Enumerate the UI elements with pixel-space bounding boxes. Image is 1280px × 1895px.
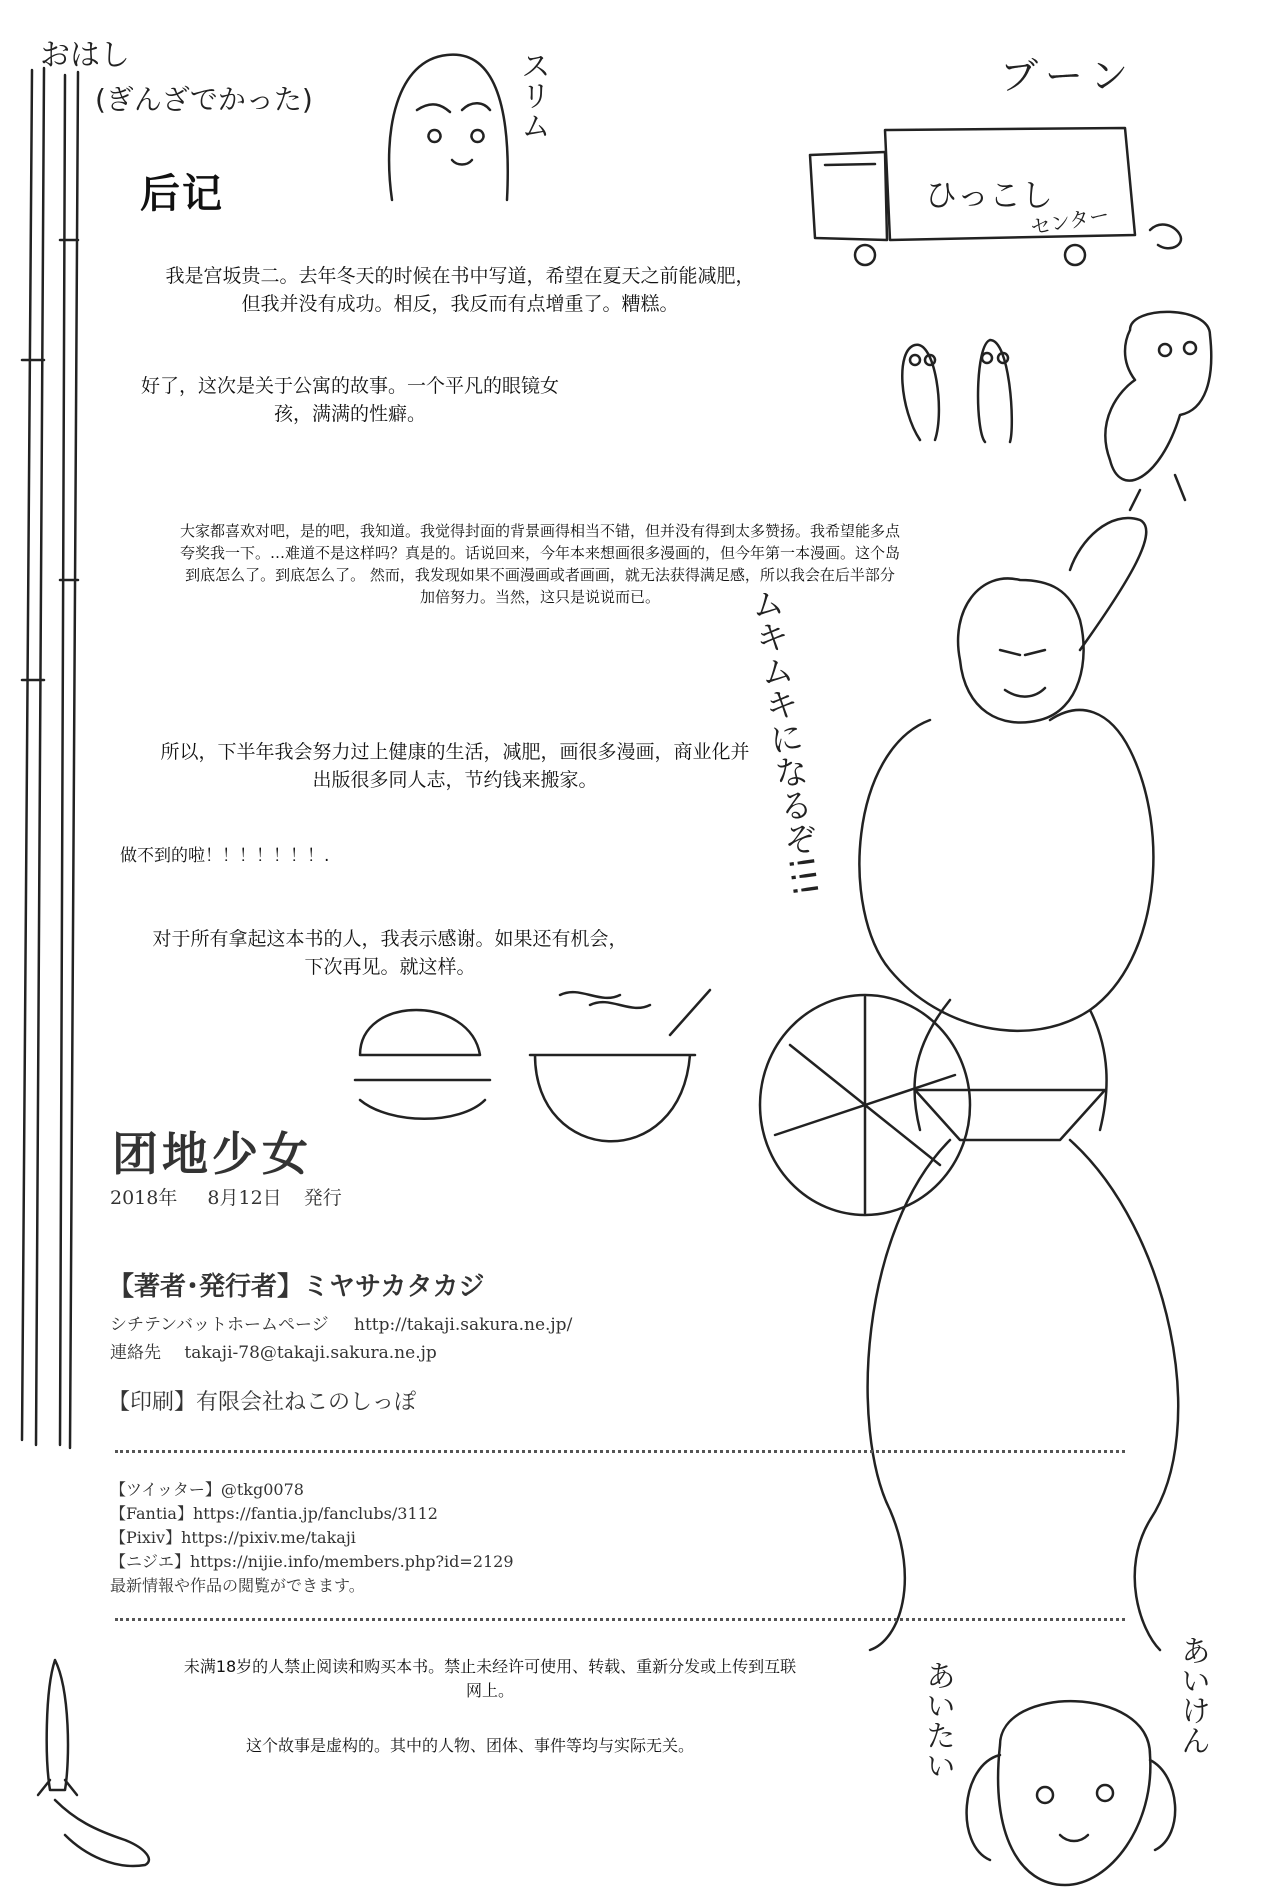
aiken-label: あいけん — [1175, 1635, 1210, 1755]
author-line — [108, 1266, 485, 1303]
contact-email[interactable]: takaji-78@takaji.sakura.ne.jp — [184, 1343, 437, 1363]
afterword-paragraph-4: 所以，下半年我会努力过上健康的生活，减肥，画很多漫画，商业化并 出版很多同人志，节约钱来搬家。 — [160, 741, 750, 791]
homepage-url[interactable]: http://takaji.sakura.ne.jp/ — [354, 1315, 573, 1335]
afterword-paragraph-2: 好了，这次是关于公寓的故事。一个平凡的眼镜女 孩，满满的性癖。 — [140, 375, 559, 425]
aitai-label: あいたい — [920, 1660, 955, 1780]
date-issue: 発行 — [303, 1187, 342, 1209]
author-label: 【著者･発行者】 — [108, 1272, 304, 1302]
book-title: 团地少女 — [112, 1127, 312, 1181]
truck-label: ひっこし — [925, 176, 1054, 214]
dog-illustration — [960, 1685, 1190, 1895]
divider-top — [115, 1450, 1125, 1453]
date-day: 8月12日 — [207, 1187, 282, 1209]
sns-links — [110, 1478, 514, 1598]
afterword-paragraph-1: 我是宫坂贵二。去年冬天的时候在书中写道，希望在夏天之前能减肥， 但我并没有成功。相反，我反而有点增重了。糟糕。 — [165, 265, 755, 315]
print-line — [108, 1385, 416, 1416]
contact-line — [110, 1338, 437, 1363]
afterword-title: 后记 — [140, 171, 224, 217]
ohashi-label: おはし — [40, 38, 130, 73]
girl-face-illustration — [372, 40, 532, 220]
pixiv-link[interactable]: 【Pixiv】https://pixiv.me/takaji — [110, 1528, 356, 1547]
afterword-paragraph-5: 做不到的啦！！！！！！！. — [120, 846, 330, 866]
fiction-notice: 这个故事是虚构的。其中的人物、团体、事件等均与实际无关。 — [245, 1736, 694, 1755]
homepage-label: シチテンバットホームページ — [110, 1315, 329, 1335]
fantia-link[interactable]: 【Fantia】https://fantia.jp/fanclubs/3112 — [110, 1504, 438, 1523]
age-notice: 未满18岁的人禁止阅读和购买本书。禁止未经许可使用、转载、重新分发或上传到互联 网上。 — [183, 1657, 797, 1700]
ohashi-sublabel: (ぎんざでかった) — [95, 83, 313, 116]
author-name: ミヤサカタカジ — [303, 1272, 485, 1302]
twitter-link[interactable]: 【ツイッター】@tkg0078 — [110, 1480, 304, 1499]
contact-label: 連絡先 — [110, 1343, 161, 1363]
links-note: 最新情報や作品の閲覧ができます。 — [110, 1576, 365, 1595]
print-company: 有限会社ねこのしっぽ — [196, 1390, 417, 1415]
date-year: 2018年 — [110, 1187, 178, 1209]
homepage-line — [110, 1310, 572, 1335]
publication-date — [110, 1183, 342, 1210]
afterword-paragraph-6: 对于所有拿起这本书的人，我表示感谢。如果还有机会， 下次再见。就这样。 — [152, 928, 628, 978]
creature-illustration — [1090, 300, 1250, 520]
muscle-caption: ムキムキになるぞ!!! — [741, 583, 826, 900]
food-illustration — [350, 985, 980, 1245]
divider-bottom — [115, 1618, 1125, 1621]
boon-label: ブーン — [1000, 54, 1137, 98]
afterword-paragraph-3: 大家都喜欢对吧，是的吧，我知道。我觉得封面的背景画得相当不错，但并没有得到太多赞扬。我希望能多点 夸奖我一下。…难道不是这样吗？真是的。话说回来，今年本来想画很多漫画的，但今年第一本漫画。这个岛 到底怎么了。到底怎么了。 然而，我发现如果不画漫画或者画画，就无法获得满足感，所以我会在后半部分 加倍努力。当然，这只是说说而已。 — [179, 522, 900, 606]
bird-creatures-illustration — [875, 330, 1075, 450]
chopsticks-illustration — [10, 60, 90, 1560]
truck-label-2: センター — [1028, 202, 1111, 240]
slim-label: スリム — [515, 50, 550, 140]
nijie-link[interactable]: 【ニジエ】https://nijie.info/members.php?id=2129 — [110, 1552, 514, 1571]
print-label: 【印刷】 — [108, 1390, 197, 1415]
